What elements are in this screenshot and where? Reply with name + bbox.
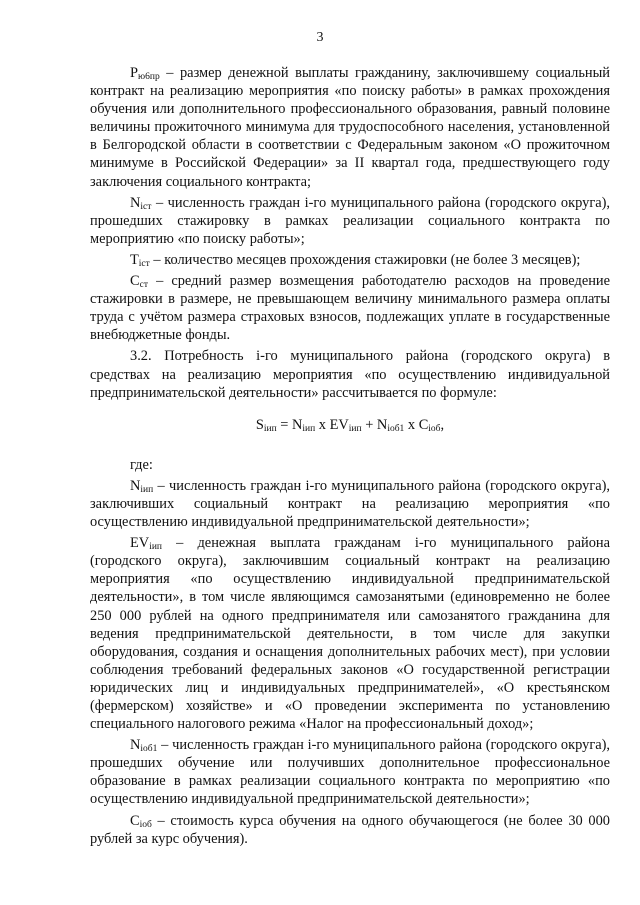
formula-ev: EV xyxy=(329,416,349,433)
formula-comma: , xyxy=(440,416,445,433)
symbol-subscript: ст xyxy=(139,280,148,291)
symbol-subscript: ю6пр xyxy=(138,72,160,82)
symbol-subscript: iип xyxy=(140,484,154,495)
symbol-subscript: iоб1 xyxy=(140,744,158,755)
paragraph-n-iob1 xyxy=(90,736,610,808)
formula-equals: = xyxy=(276,416,292,433)
paragraph-text: – стоимость курса обучения на одного обучающегося (не более 30 000 рублей за курс обучения). xyxy=(90,812,610,847)
formula-subscript: iип xyxy=(348,423,362,434)
paragraph-text: – численность граждан i-го муниципального района (городского округа), прошедших стажировку в рамках реализации социального контракта по мероприятию «по поиску работы»; xyxy=(90,194,610,247)
paragraph-t-ist xyxy=(90,251,610,269)
symbol-subscript: iст xyxy=(140,201,152,212)
symbol: N xyxy=(130,477,141,494)
paragraph-n-ist xyxy=(90,194,610,248)
formula-subscript: iоб1 xyxy=(387,423,405,434)
symbol: EV xyxy=(130,535,150,552)
formula xyxy=(90,416,610,434)
symbol-subscript: iст xyxy=(138,258,150,269)
symbol: T xyxy=(130,251,139,268)
paragraph-text: – размер денежной выплаты гражданину, заключившему социальный контракт на реализацию мероприятия «по поиску работы» в рамках прохождения обучения или дополнительного профессионального образования, равный половине величины прожиточного минимума для трудоспособного населения, установленной в Белгородской области в соответствии с Федеральным законом «О прожиточном минимуме в Российской Федерации» за II квартал года, предшествующего году заключения социального контракта; xyxy=(90,65,610,190)
paragraph-text: – численность граждан i-го муниципального района (городского округа), заключивших социальный контракт на реализацию мероприятия «по осуществлению индивидуальной предпринимательской деятельности»; xyxy=(90,477,610,531)
formula-n: N xyxy=(376,416,388,433)
document-body xyxy=(90,64,610,848)
formula-c: C xyxy=(418,416,429,433)
symbol: N xyxy=(130,194,141,211)
paragraph-p-yubpr xyxy=(90,64,610,191)
paragraph-where: где: xyxy=(130,456,153,473)
symbol: N xyxy=(130,737,141,754)
formula-s: S xyxy=(255,416,264,433)
formula-times: x xyxy=(404,416,419,433)
symbol: P xyxy=(130,65,139,81)
symbol-subscript: iип xyxy=(149,542,162,553)
formula-subscript: iип xyxy=(302,423,316,434)
paragraph-text: – средний размер возмещения работодателю расходов на проведение стажировки в размере, не превышающем величину минимального размера оплаты труда с учётом размера страховых взносов, подлежащих уплате в государственные внебюджетные фонды. xyxy=(90,273,610,344)
paragraph-text: – численность граждан i-го муниципального района (городского округа), прошедших обучение или получивших дополнительное профессиональное образование в рамках реализации социального контракта по мероприятию «по осуществлению индивидуальной предпринимательской деятельности»; xyxy=(90,737,610,808)
paragraph-ev-iip xyxy=(90,534,610,733)
formula-subscript: iип xyxy=(263,423,277,434)
formula-plus: + xyxy=(361,416,377,433)
formula-times: x xyxy=(315,416,330,433)
formula-n: N xyxy=(291,416,303,433)
symbol: C xyxy=(130,812,140,829)
paragraph-n-iip xyxy=(90,477,610,531)
page-number: 3 xyxy=(316,30,324,45)
paragraph-c-iob xyxy=(90,812,610,848)
formula-subscript: iоб xyxy=(428,423,441,434)
paragraph-c-st xyxy=(90,272,610,344)
paragraph-3-2: 3.2. Потребность i-го муниципального района (городского округа) в средствах на реализацию мероприятия «по осуществлению индивидуальной предпринимательской деятельности» рассчитывается по формуле: xyxy=(90,348,610,401)
paragraph-text: – количество месяцев прохождения стажировки (не более 3 месяцев); xyxy=(149,251,581,268)
paragraph-text: – денежная выплата гражданам i-го муниципального района (городского округа), заключившим социальный контракт на реализацию мероприятия «по осуществлению индивидуальной предпринимательской деятельности», в том числе являющимся самозанятыми (единовременно не более 250 000 рублей на одного предпринимателя или самозанятого гражданина для ведения предпринимательской деятельности, в том числе для закупки оборудования, создания и оснащения дополнительных рабочих мест), при условии соблюдения требований федеральных законов «О государственной регистрации юридических лиц и индивидуальных предпринимателей», «О крестьянском (фермерском) хозяйстве» и «О проведении эксперимента по установлению специального налогового режима «Налог на профессиональный доход»; xyxy=(90,535,610,733)
symbol-subscript: iоб xyxy=(139,819,152,830)
symbol: C xyxy=(130,273,140,290)
